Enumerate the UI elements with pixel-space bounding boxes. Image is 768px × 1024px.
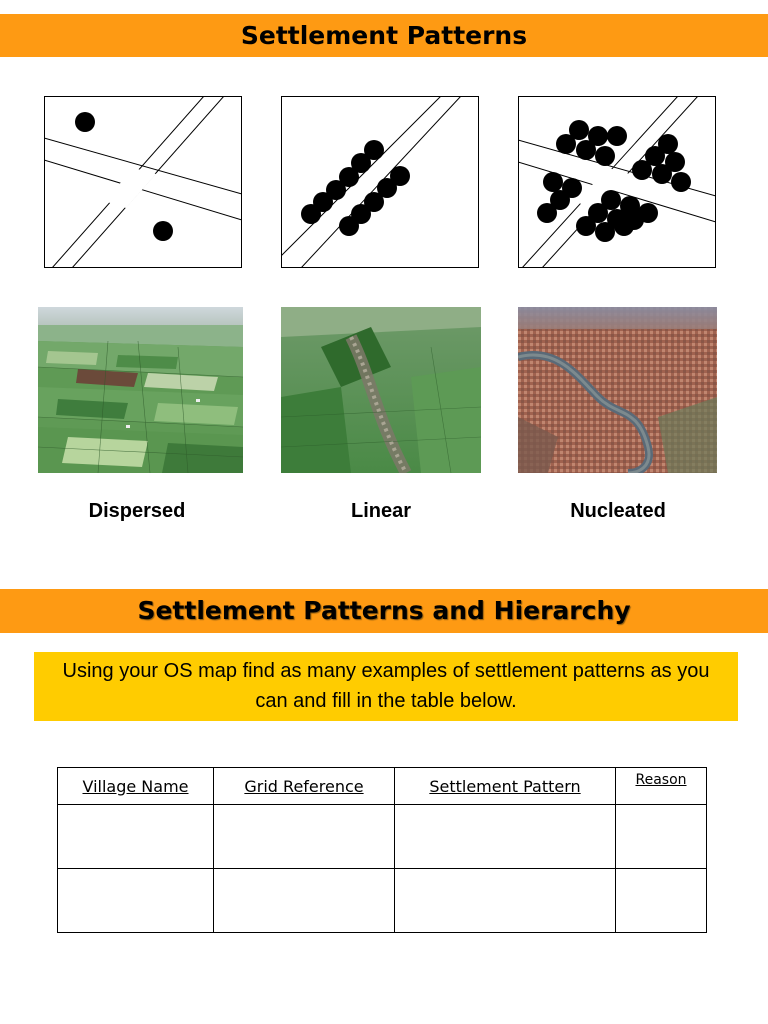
header-settlement-pattern: Settlement Pattern [395,768,616,805]
table-cell[interactable] [58,869,214,933]
caption-dispersed: Dispersed [88,500,186,522]
settlement-table [57,767,707,933]
settlement-dot [153,221,173,241]
dispersed-photo [38,307,243,473]
table-cell[interactable] [395,805,616,869]
caption-linear: Linear [350,500,412,522]
dispersed-diagram [44,96,242,268]
section-title: Settlement Patterns and Hierarchy [0,589,768,633]
header-village-name: Village Name [58,768,214,805]
table-cell[interactable] [395,869,616,933]
table-cell[interactable] [214,805,395,869]
linear-diagram [281,96,479,268]
table-cell[interactable] [616,805,707,869]
table-row [58,805,707,869]
page-title: Settlement Patterns [0,14,768,57]
table-cell[interactable] [58,805,214,869]
table-row [58,869,707,933]
settlement-dot [75,112,95,132]
caption-nucleated: Nucleated [570,500,666,522]
table-header-row [58,768,707,805]
nucleated-photo [518,307,717,473]
header-reason: Reason [616,768,707,805]
linear-photo [281,307,481,473]
table-cell[interactable] [616,869,707,933]
header-grid-reference: Grid Reference [214,768,395,805]
instruction-box: Using your OS map find as many examples of settlement patterns as you can and fill in the table below. [34,652,738,721]
table-cell[interactable] [214,869,395,933]
nucleated-diagram [518,96,716,268]
